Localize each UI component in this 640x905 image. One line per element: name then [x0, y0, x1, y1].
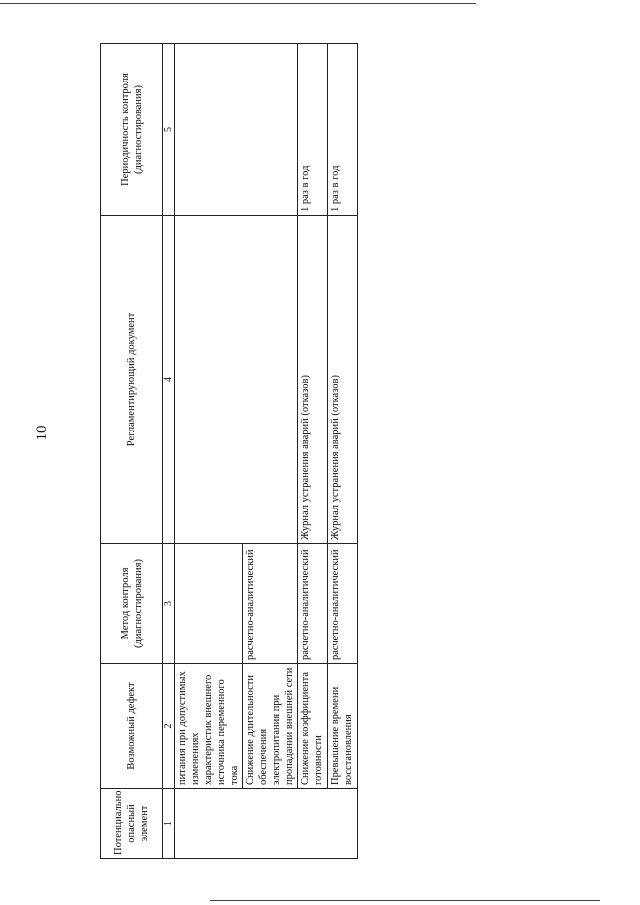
- control-table: [100, 43, 358, 859]
- defect-cell: Снижение длительности обеспечения электропитания при пропадании внешней сети: [243, 664, 298, 789]
- period-cell: 1 раз в год: [328, 44, 358, 216]
- column-number: 2: [163, 664, 175, 789]
- header-method: Метод контроля (диагностирования): [101, 544, 163, 664]
- method-cell: расчетно-аналитический: [298, 544, 328, 664]
- defect-cell: Превышение времени восстановления: [328, 664, 358, 789]
- table-row: [175, 44, 243, 859]
- column-number: 4: [163, 216, 175, 544]
- top-scan-line: [0, 3, 476, 4]
- column-number: 5: [163, 44, 175, 216]
- column-number: 1: [163, 789, 175, 859]
- table-row: [298, 44, 328, 859]
- defect-cell: питания при допустимых изменениях характеристик внешнего источника переменного тока: [175, 664, 243, 789]
- defect-cell: Снижение коэффициента готовности: [298, 664, 328, 789]
- rotated-table-area: [100, 44, 354, 859]
- method-cell: расчетно-аналитический: [243, 544, 298, 664]
- header-document: Регламентирующий документ: [101, 216, 163, 544]
- rotated-table-frame: [100, 44, 354, 859]
- header-defect: Возможный дефект: [101, 664, 163, 789]
- document-cell: Журнал устранения аварий (отказов): [298, 216, 328, 544]
- table-row: [328, 44, 358, 859]
- document-cell: Журнал устранения аварий (отказов): [328, 216, 358, 544]
- header-period: Периодичность контроля (диагностирования): [101, 44, 163, 216]
- table-header-row: [101, 44, 163, 859]
- method-cell: [175, 544, 243, 664]
- bottom-scan-line: [210, 900, 600, 901]
- column-number: 3: [163, 544, 175, 664]
- period-cell: 1 раз в год: [298, 44, 328, 216]
- document-cell: [175, 216, 298, 544]
- method-cell: расчетно-аналитический: [328, 544, 358, 664]
- page-number: 10: [34, 425, 50, 441]
- column-number-row: [163, 44, 175, 859]
- header-element: Потенциально опасный элемент: [101, 789, 163, 859]
- period-cell: [175, 44, 298, 216]
- element-cell: [175, 789, 358, 859]
